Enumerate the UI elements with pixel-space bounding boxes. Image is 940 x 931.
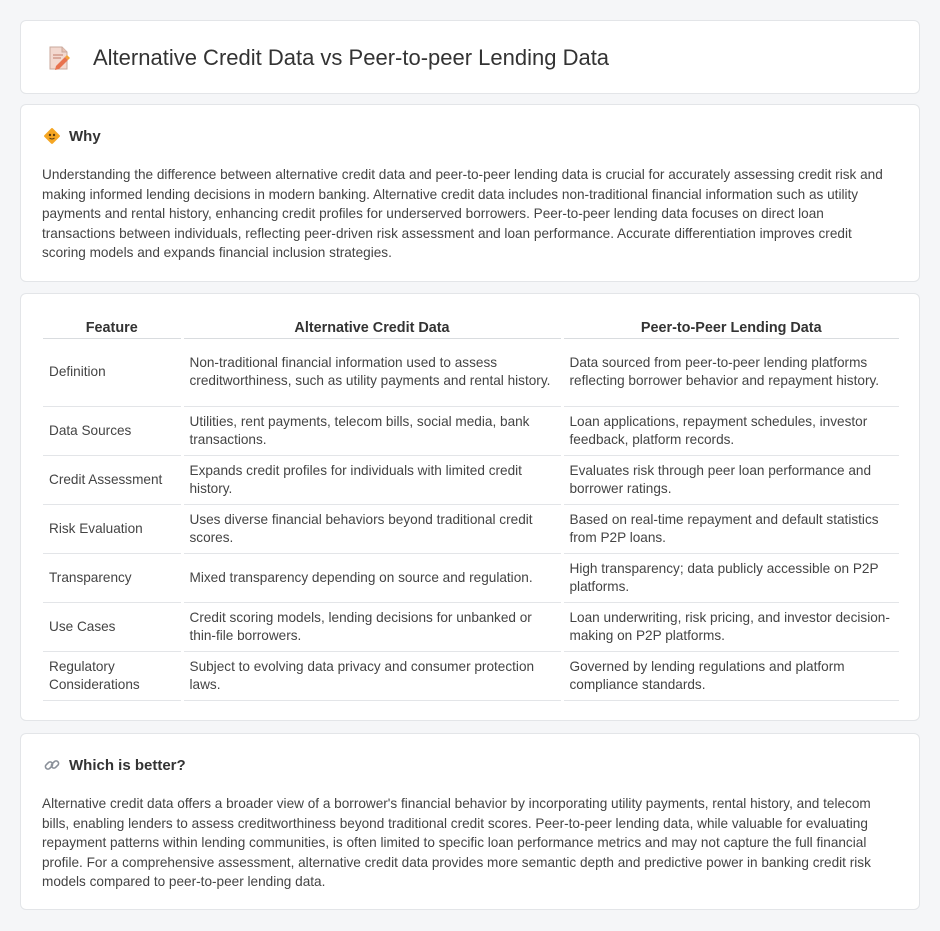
title-row <box>47 45 609 71</box>
better-header <box>43 756 186 774</box>
alternative-cell: Non-traditional financial information used to assess creditworthiness, such as utility payments and rental history. <box>182 338 562 406</box>
table-row <box>43 553 899 602</box>
alternative-cell: Expands credit profiles for individuals with limited credit history. <box>182 455 562 504</box>
table-row <box>43 602 899 651</box>
feature-cell: Regulatory Considerations <box>43 651 182 700</box>
p2p-cell: Loan applications, repayment schedules, investor feedback, platform records. <box>562 406 899 455</box>
table-row <box>43 406 899 455</box>
feature-cell: Credit Assessment <box>43 455 182 504</box>
p2p-cell: Governed by lending regulations and platform compliance standards. <box>562 651 899 700</box>
alternative-cell: Credit scoring models, lending decisions for unbanked or thin-file borrowers. <box>182 602 562 651</box>
link-icon <box>43 756 61 774</box>
why-section <box>20 104 920 282</box>
feature-cell: Risk Evaluation <box>43 504 182 553</box>
feature-cell: Use Cases <box>43 602 182 651</box>
p2p-cell: Based on real-time repayment and default statistics from P2P loans. <box>562 504 899 553</box>
p2p-cell: High transparency; data publicly accessible on P2P platforms. <box>562 553 899 602</box>
which-is-better-section <box>20 733 920 910</box>
why-header <box>43 127 101 145</box>
table-header-row <box>43 316 899 338</box>
comparison-table <box>43 316 899 701</box>
better-text: Alternative credit data offers a broader view of a borrower's financial behavior by incorporating utility payments, rental history, and telecom bills, enabling lenders to assess creditworthiness beyond traditional credit scores. Peer-to-peer lending data, while valuable for evaluating repayment patterns within lending communities, is often limited to specific loan performance metrics and may not capture the full financial profile. For a comprehensive assessment, alternative credit data provides more semantic depth and predictive power in banking credit risk models compared to peer-to-peer lending data. <box>42 796 871 890</box>
title-card <box>20 20 920 94</box>
alternative-cell: Uses diverse financial behaviors beyond traditional credit scores. <box>182 504 562 553</box>
p2p-cell: Evaluates risk through peer loan performance and borrower ratings. <box>562 455 899 504</box>
feature-cell: Data Sources <box>43 406 182 455</box>
diamond-sign-icon <box>43 127 61 145</box>
table-row <box>43 504 899 553</box>
feature-cell: Definition <box>43 338 182 406</box>
table-row <box>43 338 899 406</box>
alternative-cell: Mixed transparency depending on source and regulation. <box>182 553 562 602</box>
better-title: Which is better? <box>69 756 186 774</box>
table-row <box>43 651 899 700</box>
alternative-cell: Utilities, rent payments, telecom bills, social media, bank transactions. <box>182 406 562 455</box>
why-text: Understanding the difference between alternative credit data and peer-to-peer lending data is crucial for accurately assessing credit risk and making informed lending decisions in modern banking. Alternative credit data includes non-traditional financial information such as utility payments and rental history, enhancing credit profiles for underserved borrowers. Peer-to-peer lending data focuses on direct loan transactions between individuals, reflecting peer-driven risk assessment and loan performance. Accurate differentiation improves credit scoring models and expands financial inclusion strategies. <box>42 167 883 261</box>
table-row <box>43 455 899 504</box>
alternative-cell: Subject to evolving data privacy and consumer protection laws. <box>182 651 562 700</box>
feature-cell: Transparency <box>43 553 182 602</box>
header-p2p-lending-data: Peer-to-Peer Lending Data <box>562 316 899 338</box>
page-title: Alternative Credit Data vs Peer-to-peer Lending Data <box>93 45 610 70</box>
header-alternative-credit-data: Alternative Credit Data <box>182 316 562 338</box>
comparison-card <box>20 293 920 721</box>
why-title: Why <box>69 127 101 145</box>
p2p-cell: Loan underwriting, risk pricing, and investor decision-making on P2P platforms. <box>562 602 899 651</box>
p2p-cell: Data sourced from peer-to-peer lending platforms reflecting borrower behavior and repayment history. <box>562 338 899 406</box>
document-pencil-icon <box>47 45 71 71</box>
header-feature: Feature <box>43 316 182 338</box>
